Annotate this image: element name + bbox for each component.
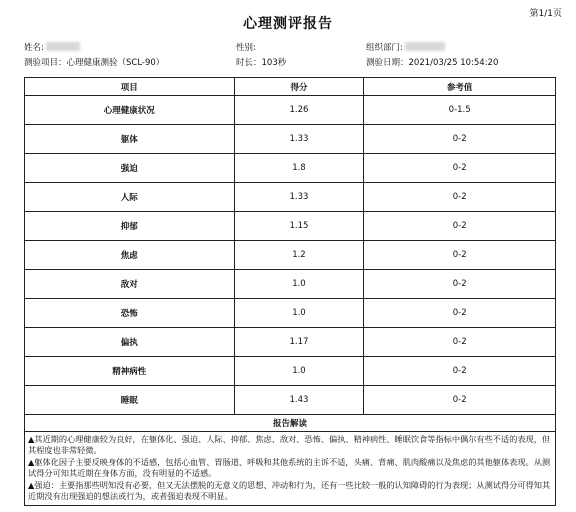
table-row [25,241,556,270]
item-name: 偏执 [25,328,235,357]
item-score: 1.0 [234,270,364,299]
header-item: 项目 [25,78,235,96]
table-row [25,357,556,386]
item-name: 强迫 [25,154,235,183]
table-row [25,386,556,415]
table-row [25,125,556,154]
table-row [25,183,556,212]
item-name: 人际 [25,183,235,212]
table-row [25,154,556,183]
test-item: 测验项目：心理健康测验（SCL-90） [24,58,165,68]
item-name: 敌对 [25,270,235,299]
header-reference: 参考值 [364,78,556,96]
name-field [24,41,80,53]
item-reference: 0-2 [364,299,556,328]
item-name: 精神病性 [25,357,235,386]
item-score: 1.33 [234,125,364,154]
item-name: 抑郁 [25,212,235,241]
interpretation-heading: 报告解读 [25,415,556,432]
item-score: 1.8 [234,154,364,183]
item-reference: 0-2 [364,125,556,154]
page-number: 第1/1页 [529,9,562,19]
interpretation-heading-row [25,415,556,432]
item-score: 1.15 [234,212,364,241]
table-row [25,270,556,299]
item-reference: 0-2 [364,241,556,270]
item-reference: 0-1.5 [364,96,556,125]
interpretation-paragraph: ▲其近期的心理健康较为良好，在躯体化、强迫、人际、抑郁、焦虑、敌对、恐怖、偏执、精神病性、睡眠饮食等指标中偶尔有些不适的表现，但其程度也非常轻微。 [28,434,551,455]
item-name: 心理健康状况 [25,96,235,125]
org-field [366,41,445,53]
item-name: 睡眠 [25,386,235,415]
table-row [25,212,556,241]
item-reference: 0-2 [364,183,556,212]
item-score: 1.43 [234,386,364,415]
name-label: 姓名: [24,43,44,53]
item-score: 1.33 [234,183,364,212]
item-score: 1.2 [234,241,364,270]
score-table [24,77,556,506]
item-reference: 0-2 [364,270,556,299]
redacted-name [46,42,80,51]
item-name: 焦虑 [25,241,235,270]
test-duration: 时长：103秒 [236,58,287,68]
gender-field [236,41,256,53]
item-reference: 0-2 [364,386,556,415]
interpretation-row [25,432,556,506]
table-header-row [25,78,556,96]
item-reference: 0-2 [364,154,556,183]
test-date: 测验日期：2021/03/25 10:54:20 [366,58,499,68]
redacted-org [405,42,445,51]
table-row [25,299,556,328]
interpretation-paragraph: ▲强迫：主要指那些明知没有必要，但又无法摆脱的无意义的思想、冲动和行为，还有一些比较一般的认知障碍的行为表现；从测试得分可得知其近期没有出现强迫的想法或行为，或者强迫表现不明显。 [28,480,551,501]
item-score: 1.0 [234,299,364,328]
item-name: 躯体 [25,125,235,154]
header-score: 得分 [234,78,364,96]
item-reference: 0-2 [364,212,556,241]
item-score: 1.0 [234,357,364,386]
table-row [25,328,556,357]
item-score: 1.26 [234,96,364,125]
item-reference: 0-2 [364,328,556,357]
table-row [25,96,556,125]
gender-label: 性别: [236,43,256,53]
report-title: 心理测评报告 [243,16,333,32]
item-name: 恐怖 [25,299,235,328]
item-reference: 0-2 [364,357,556,386]
interpretation-text [25,432,556,506]
item-score: 1.17 [234,328,364,357]
org-label: 组织部门: [366,43,403,53]
interpretation-paragraph: ▲躯体化因子主要反映身体的不适感，包括心血管、胃肠道、呼吸和其他系统的主诉不适，头痛、背痛、肌肉酸痛以及焦虑的其他躯体表现。从测试得分可知其近期在身体方面，没有明显的不适感。 [28,457,551,478]
